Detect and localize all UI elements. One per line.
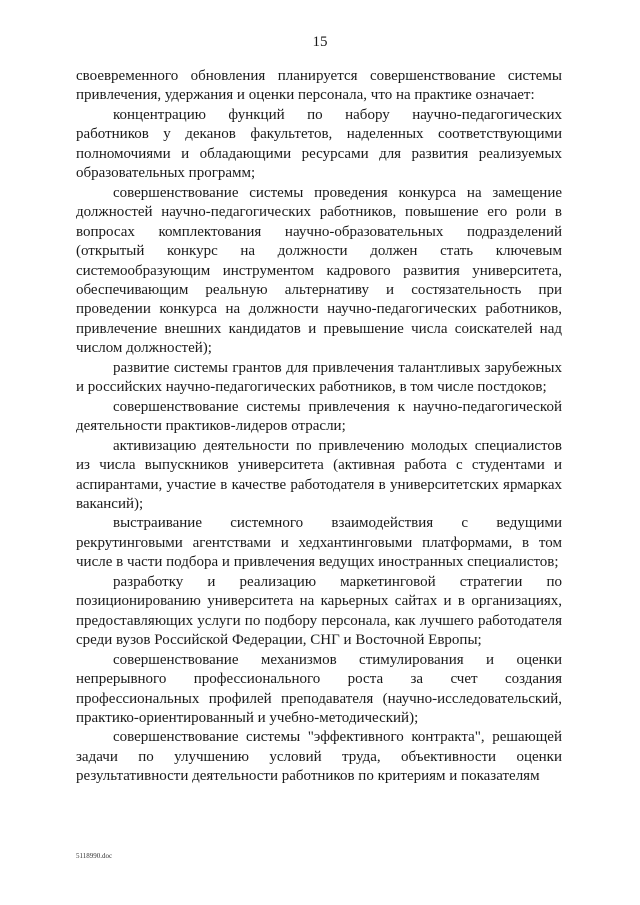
list-item-paragraph: выстраивание системного взаимодействия с ведущими рекрутинговыми агентствами и хедхантинговыми платформами, в том числе в части подбора и привлечения ведущих иностранных специалистов; <box>76 515 562 571</box>
list-item-paragraph: совершенствование системы "эффективного контракта", решающей задачи по улучшению условий труда, объективности оценки результативности деятельности работников по критериям и показателям <box>76 729 562 785</box>
footer-filename: 5118990.doc <box>76 852 113 860</box>
document-body <box>76 67 562 787</box>
list-item-paragraph: разработку и реализацию маркетинговой стратегии по позиционированию университета на карьерных сайтах и в организациях, предоставляющих услуги по подбору персонала, как лучшего работодателя среди вузов Российской Федерации, СНГ и Восточной Европы; <box>76 573 562 649</box>
page-number: 15 <box>312 34 328 50</box>
paragraph-continuation: своевременного обновления планируется совершенствование системы привлечения, удержания и оценки персонала, что на практике означает: <box>76 68 562 104</box>
list-item-paragraph: совершенствование механизмов стимулирования и оценки непрерывного профессионального роста за счет создания профессиональных профилей преподавателя (научно-исследовательский, практико-ориентированный и учебно-методический); <box>76 651 562 726</box>
list-item-paragraph: совершенствование системы привлечения к научно-педагогической деятельности практиков-лидеров отрасли; <box>76 398 562 435</box>
list-item-paragraph: развитие системы грантов для привлечения талантливых зарубежных и российских научно-педагогических работников, в том числе постдоков; <box>76 359 562 396</box>
list-item-paragraph: активизацию деятельности по привлечению молодых специалистов из числа выпускников университета (активная работа с студентами и аспирантами, участие в качестве работодателя в университетских ярмарках вакансий); <box>76 437 562 512</box>
list-item-paragraph: совершенствование системы проведения конкурса на замещение должностей научно-педагогических работников, повышение его роли в вопросах комплектования научно-образовательных подразделений (открытый конкурс на должности должен стать ключевым системообразующим инструментом кадрового развития университета, обеспечивающим реальную альтернативу и состязательность при проведении конкурса на должности научно-педагогических работников, привлечение внешних кандидатов и превышение числа соискателей над числом должностей); <box>76 184 562 357</box>
list-item-paragraph: концентрацию функций по набору научно-педагогических работников у деканов факультетов, наделенных соответствующими полномочиями и обладающими ресурсами для развития реализуемых образовательных программ; <box>76 106 562 182</box>
